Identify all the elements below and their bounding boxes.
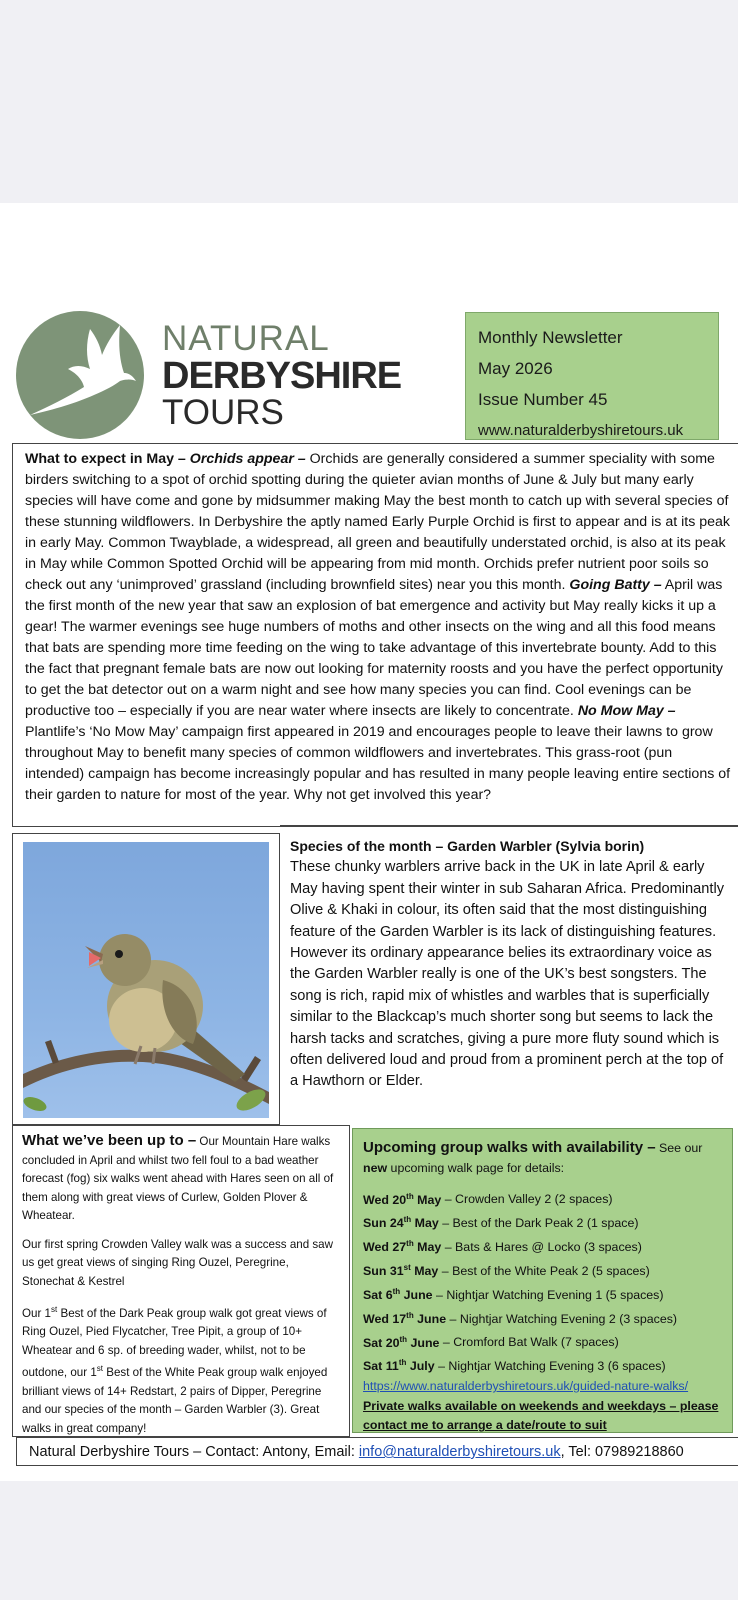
- masthead-website[interactable]: www.naturalderbyshiretours.uk: [478, 422, 684, 439]
- walks-page-link[interactable]: https://www.naturalderbyshiretours.uk/guided-nature-walks/: [363, 1379, 689, 1394]
- footer-email-link[interactable]: info@naturalderbyshiretours.uk: [358, 1444, 561, 1460]
- masthead-title: Monthly Newsletter: [478, 328, 623, 347]
- upcoming-walks-section: [352, 1128, 733, 1433]
- masthead-date: May 2026: [478, 359, 553, 378]
- contact-footer: [16, 1437, 738, 1466]
- newsletter-page: [0, 203, 738, 1481]
- masthead-issue: Issue Number 45: [478, 390, 608, 409]
- intro-text-no-mow: Plantlife’s ‘No Mow May’ campaign first appeared in 2019 and encourages people to leave their lawns to grow throughout May to benefit many species of common wildflowers and invertebrates. This grass-root (pun intended) campaign has become increasingly popular and has resulted in many people leaving entire sections of their garden to nature for most of the year. Why not get involved this year?: [25, 724, 731, 803]
- intro-text-orchids: Orchids are generally considered a summer speciality with some birders switching to a spot of orchid spotting during the quieter avian months of June & July but many early species will have come and gone by midsummer making May the best month to catch up with several species of these stunning wildflowers. In Derbyshire the aptly named Early Purple Orchid is first to appear and is at its peak in early May. Common Twayblade, a widespread, all green and beautifully understated orchid, is also at its peak in May while Common Spotted Orchid will be appearing from mid month. Orchids prefer nutrient poor soils so check out any ‘unimproved’ grassland (including brownfield sites) near you this month.: [25, 451, 730, 593]
- walk-item[interactable]: Sat 20th June – Cromford Bat Walk (7 spaces): [363, 1334, 619, 1350]
- footer-tel: , Tel: 07989218860: [560, 1444, 684, 1460]
- walks-list: [363, 1186, 724, 1436]
- walk-item[interactable]: Sun 31st May – Best of the White Peak 2 (5 spaces): [363, 1262, 650, 1279]
- upto-paragraph-3: Our 1st Best of the Dark Peak group walk got great views of Ring Ouzel, Pied Flycatcher, Tree Pipit, a group of 10+ Wheatear and 6 sp. of breeding wader, whilst, not to be outdone, our 1st Best of the White Peak group walk enjoyed brilliant views of 14+ Redstart, 2 pairs of Dipper, Peregrine and our species of the month – Garden Warbler (3). Great walks in great company!: [22, 1305, 328, 1435]
- upto-heading: What we’ve been up to –: [22, 1132, 197, 1149]
- logo-circle: [16, 311, 144, 439]
- garden-warbler-photo: [23, 842, 269, 1118]
- intro-text-bats: April was the first month of the new year that saw an explosion of bat emergence and activity but May really kicks it up a gear! The warmer evenings see huge numbers of moths and other insects on the wing and all this food means that bats are spending more time feeding on the wing to take advantage of this invertebrate bounty. Add to this the fact that pregnant female bats are now out looking for maternity roosts and you have the perfect opportunity to get the bat detector out on a warm night and see how many species you can find. Cool evenings can be productive too – especially if you are near water where insects are likely to concentrate.: [25, 577, 723, 719]
- logo-line-natural: NATURAL: [162, 319, 330, 358]
- what-to-expect-section: [12, 443, 738, 827]
- footer-text: Natural Derbyshire Tours – Contact: Antony, Email:: [29, 1444, 359, 1460]
- logo-line-tours: TOURS: [162, 393, 284, 432]
- private-walks-note: Private walks available on weekends and weekdays – please contact me to arrange a date/route to suit: [363, 1398, 719, 1433]
- walk-item[interactable]: Sat 11th July – Nightjar Watching Evening 3 (6 spaces): [363, 1358, 666, 1374]
- intro-heading: What to expect in May –: [25, 451, 186, 467]
- species-of-month-section: [280, 825, 738, 1103]
- intro-subheading-no-mow: No Mow May –: [577, 703, 676, 719]
- masthead-box: [465, 312, 719, 440]
- logo-wordmark: [162, 321, 401, 431]
- walks-heading: Upcoming group walks with availability –: [363, 1139, 656, 1156]
- species-photo-frame: [12, 833, 280, 1125]
- walk-item[interactable]: Sat 6th June – Nightjar Watching Evening 1 (5 spaces): [363, 1286, 664, 1302]
- species-body: These chunky warblers arrive back in the UK in late April & early May having spent their winter in sub Saharan Africa. Predominantly Olive & Khaki in colour, its often said that the most distinguishing feature of the Garden Warbler is its lack of distinguishing features. However its ordinary appearance belies its extraordinary voice as the Garden Warbler really is one of the UK’s best songsters. The song is rich, rapid mix of whistles and warbles that is superficially similar to the Blackcap’s much shorter song but seems to lack the harsh tacks and scratches, giving a pure more fluty sound which is often delivered loud and proud from a prominent perch at the top of a Hawthorn or Elder.: [290, 859, 724, 1090]
- walk-item[interactable]: Wed 27th May – Bats & Hares @ Locko (3 spaces): [363, 1239, 642, 1255]
- bird-silhouette-icon: [16, 311, 144, 439]
- upto-paragraph-2: Our first spring Crowden Valley walk was a success and saw us get great views of singing Ring Ouzel, Peregrine, Stonechat & Kestrel: [22, 1237, 334, 1288]
- walk-item[interactable]: Wed 17th June – Nightjar Watching Evening 2 (3 spaces): [363, 1310, 678, 1326]
- intro-subheading-bats: Going Batty –: [569, 577, 662, 593]
- walk-item[interactable]: Sun 24th May – Best of the Dark Peak 2 (1 space): [363, 1215, 639, 1231]
- species-heading: Species of the month – Garden Warbler (Sylvia borin): [290, 838, 645, 854]
- logo-line-derbyshire: DERBYSHIRE: [162, 355, 402, 397]
- upto-paragraph-1: Our Mountain Hare walks concluded in April and whilst two fell foul to a bad weather forecast (fog) six walks went ahead with Hares seen on all of them along with great views of Curlew, Golden Plover & Wheatear.: [22, 1135, 334, 1222]
- what-weve-been-up-to-section: [12, 1125, 350, 1437]
- walk-item[interactable]: Wed 20th May – Crowden Valley 2 (2 spaces): [363, 1191, 613, 1207]
- intro-subheading-orchids: Orchids appear –: [189, 451, 306, 467]
- walks-header: Upcoming group walks with availability – See our new upcoming walk page for details:: [363, 1139, 703, 1175]
